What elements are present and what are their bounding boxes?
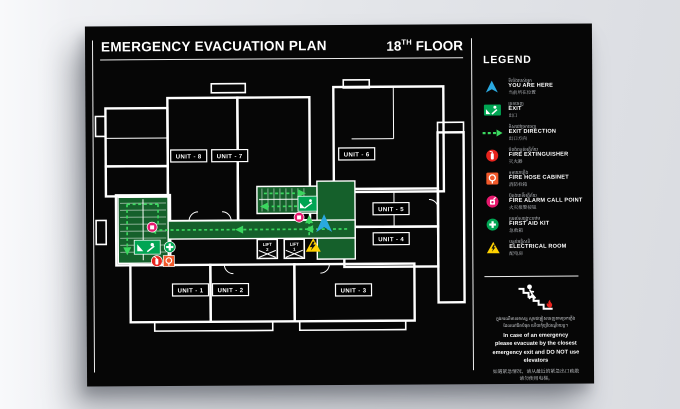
floor-number: 18	[386, 38, 402, 54]
exit-direction-icon	[482, 129, 503, 137]
fire-extinguisher-icon	[482, 149, 503, 162]
evacuate-stairs-icon	[515, 283, 555, 313]
floor-ordinal: TH	[401, 37, 413, 47]
legend-zh: 当前所在位置	[508, 89, 536, 95]
fire-alarm-call-point-icon	[294, 212, 304, 222]
legend-zh: 消防栓箱	[508, 181, 528, 187]
unit-label	[212, 284, 248, 296]
legend-en: FIRE ALARM CALL POINT	[508, 197, 583, 204]
legend-zh: 出口方向	[508, 135, 528, 141]
legend-km: បំពង់ពន្លត់អគ្គីភ័យ	[508, 146, 538, 152]
fire-hose-cabinet-icon	[163, 256, 174, 267]
unit-label	[373, 203, 409, 215]
legend-zh: 急救箱	[509, 227, 523, 233]
notice-khmer: ក្នុងករណីមានអាសន្ន សូមជម្លៀសចេញតាមច្រកភ្លើង ដែលនៅជិតបំផុត ហើយកុំប្រើជណ្ដើរយន្ត។	[496, 315, 576, 328]
floor-plan	[93, 68, 471, 332]
svg-text:UNIT - 5: UNIT - 5	[378, 207, 404, 214]
legend-zh: 火灾报警按钮	[509, 204, 537, 210]
legend-zh: 出口	[508, 112, 518, 118]
legend-item-fire-hose-cabinet	[482, 166, 590, 190]
legend-item-fire-extinguisher	[482, 143, 590, 167]
legend-en: ELECTRICAL ROOM	[509, 243, 567, 250]
fire-alarm-call-point-icon	[482, 195, 503, 208]
exit-icon	[481, 104, 502, 116]
unit-label	[212, 150, 248, 162]
fire-hose-cabinet-icon	[482, 172, 503, 185]
legend-item-first-aid-kit	[482, 212, 590, 236]
unit-label	[339, 148, 375, 160]
legend-item-electrical-room	[482, 235, 590, 259]
svg-text:UNIT - 2: UNIT - 2	[217, 288, 244, 295]
first-aid-kit-icon	[164, 242, 175, 253]
electrical-room-icon	[482, 241, 503, 254]
legend-item-exit	[481, 97, 589, 121]
header-divider	[100, 57, 463, 61]
lift-1	[284, 239, 304, 258]
legend-km: ទូទុយោភ្លើង	[508, 169, 529, 175]
svg-text:UNIT - 3: UNIT - 3	[340, 288, 367, 295]
legend-item-fire-alarm-call-point	[482, 189, 590, 213]
lift-2-number: 2	[266, 246, 269, 252]
legend-km: ប្រអប់សង្គ្រោះបឋម	[509, 215, 541, 221]
legend-item-you-are-here	[481, 74, 589, 98]
legend-bottom-divider	[484, 276, 578, 278]
legend-en: FIRE HOSE CABINET	[508, 174, 569, 181]
page-title: EMERGENCY EVACUATION PLAN	[100, 38, 327, 55]
emergency-notice	[480, 282, 591, 383]
legend-km: ទិសដៅច្រកចេញ	[508, 123, 537, 129]
exit-sign-icon	[298, 196, 317, 211]
legend-divider-line	[471, 38, 474, 370]
unit-label	[171, 150, 207, 162]
first-aid-kit-icon	[482, 218, 503, 231]
legend-item-exit-direction	[481, 120, 589, 144]
lift-2-label: LIFT	[262, 241, 272, 247]
legend	[481, 53, 590, 259]
legend-zh: 配电房	[509, 250, 524, 256]
legend-en: EXIT	[508, 105, 522, 112]
legend-km: ប៊ូតុងរោទិ៍អគ្គីភ័យ	[508, 192, 537, 198]
unit-label	[335, 284, 371, 296]
legend-title: LEGEND	[483, 53, 532, 67]
legend-en: EXIT DIRECTION	[508, 128, 557, 135]
legend-km: បន្ទប់អគ្គិសនី	[509, 238, 531, 244]
unit-label	[373, 233, 409, 245]
unit-label	[172, 284, 208, 296]
exit-sign-icon	[134, 240, 160, 254]
svg-text:UNIT - 7: UNIT - 7	[216, 154, 243, 161]
legend-zh: 灭火器	[508, 158, 523, 164]
lift-1-number: 1	[293, 246, 296, 252]
legend-en: YOU ARE HERE	[508, 82, 554, 89]
fire-alarm-call-point-icon	[147, 222, 157, 232]
notice-chinese: 如遇紧急情况，请从最近的紧急出口疏散 请勿使用电梯。	[492, 369, 580, 382]
svg-text:UNIT - 4: UNIT - 4	[378, 237, 405, 244]
legend-en: FIRE EXTINGUISHER	[508, 151, 569, 158]
svg-text:UNIT - 8: UNIT - 8	[175, 154, 202, 161]
lift-1-label: LIFT	[289, 241, 299, 247]
evacuation-plan-poster	[85, 23, 594, 386]
legend-en: FIRST AID KIT	[509, 220, 550, 227]
svg-text:UNIT - 6: UNIT - 6	[343, 152, 370, 159]
legend-km: ច្រកចេញ	[508, 100, 524, 106]
lift-2	[257, 239, 277, 258]
floor-indicator	[85, 37, 463, 55]
fire-extinguisher-icon	[151, 256, 162, 267]
legend-km: ទីតាំងរបស់អ្នក	[508, 77, 532, 83]
floor-word: FLOOR	[415, 38, 464, 54]
you-are-here-icon	[481, 80, 502, 93]
svg-text:UNIT - 1: UNIT - 1	[177, 288, 204, 295]
wall-highlight	[0, 0, 85, 409]
notice-english: In case of an emergency please evacuate by the closest emergency exit and DO NOT use elevators	[492, 332, 580, 365]
